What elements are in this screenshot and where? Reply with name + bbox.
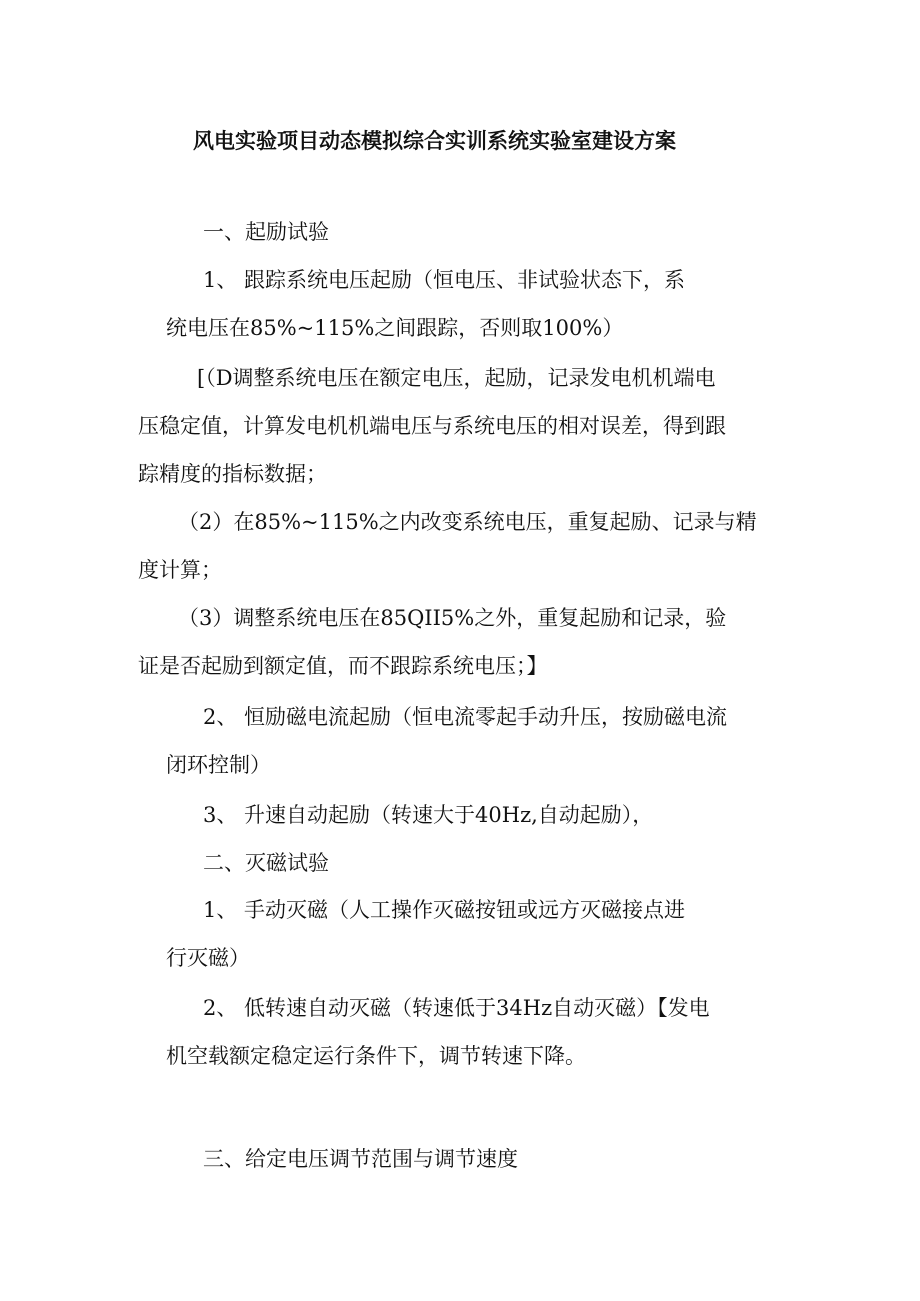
text-line: 机空载额定稳定运行条件下，调节转速下降。 — [166, 1044, 586, 1068]
section-heading-3: 三、给定电压调节范围与调节速度 — [203, 1147, 518, 1171]
text-line: 行灭磁） — [166, 946, 250, 970]
text-line: 3、 升速自动起励（转速大于40Hz,自动起励）， — [203, 803, 654, 827]
text-line: 压稳定值，计算发电机机端电压与系统电压的相对误差，得到跟 — [138, 414, 726, 438]
text-line: （2）在85%~115%之内改变系统电压，重复起励、记录与精 — [178, 510, 757, 534]
text-line: 闭环控制） — [166, 753, 271, 777]
text-line: （3）调整系统电压在85QII5%之外，重复起励和记录，验 — [178, 606, 727, 630]
text-line: 统电压在85%~115%之间跟踪，否则取100%） — [166, 316, 624, 340]
document-title: 风电实验项目动态模拟综合实训系统实验室建设方案 — [193, 128, 676, 153]
text-line: 踪精度的指标数据； — [138, 462, 327, 486]
text-line: 1、 手动灭磁（人工操作灭磁按钮或远方灭磁接点进 — [203, 898, 686, 922]
text-line: 2、 低转速自动灭磁（转速低于34Hz自动灭磁）【发电 — [203, 996, 710, 1020]
text-line: 证是否起励到额定值，而不跟踪系统电压；】 — [138, 654, 548, 678]
text-line: [（D调整系统电压在额定电压，起励，记录发电机机端电 — [197, 366, 716, 390]
text-line: 1、 跟踪系统电压起励（恒电压、非试验状态下，系 — [203, 268, 686, 292]
section-heading-2: 二、灭磁试验 — [203, 851, 329, 875]
text-line: 2、 恒励磁电流起励（恒电流零起手动升压，按励磁电流 — [203, 705, 728, 729]
section-heading-1: 一、起励试验 — [203, 220, 329, 244]
text-line: 度计算； — [138, 558, 222, 582]
